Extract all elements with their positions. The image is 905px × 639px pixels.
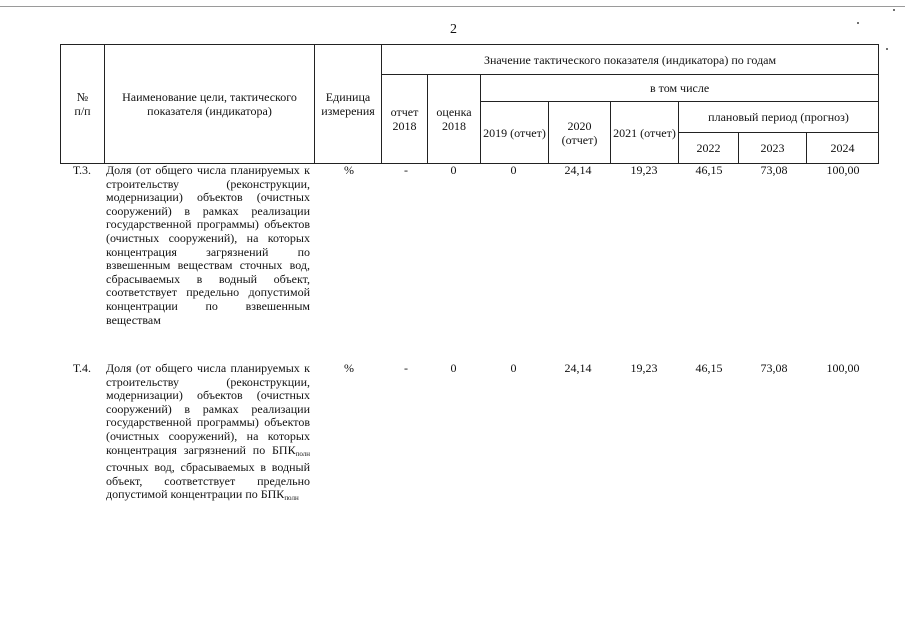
col-header-plan-period: плановый период (прогноз)	[679, 102, 879, 133]
col-header-2021: 2021 (отчет)	[611, 102, 679, 164]
row-code: Т.3.	[72, 163, 92, 177]
row-indicator-name-part2: сточных вод, сбрасываемых в водный объект, соответствует предельно допустимой концентрации по БПК	[106, 460, 310, 502]
row-2023: 73,08	[760, 163, 788, 177]
page-number: 2	[450, 22, 457, 37]
row-estimate-2018: 0	[450, 163, 457, 177]
col-header-values-by-year: Значение тактического показателя (индикатора) по годам	[382, 45, 879, 75]
scan-speck	[893, 9, 895, 11]
row-2024: 100,00	[826, 163, 860, 177]
page-top-rule	[0, 6, 905, 7]
row-unit: %	[344, 361, 354, 375]
row-2021: 19,23	[630, 361, 658, 375]
row-2020: 24,14	[564, 361, 592, 375]
row-2020: 24,14	[564, 163, 592, 177]
subscript: полн	[295, 449, 310, 458]
col-header-2023: 2023	[739, 133, 807, 164]
row-2019: 0	[510, 163, 517, 177]
subscript: полн	[284, 494, 299, 503]
col-header-number: № п/п	[61, 45, 105, 164]
col-header-report-2018: отчет 2018	[382, 75, 428, 164]
row-2024: 100,00	[826, 361, 860, 375]
row-2022: 46,15	[695, 163, 723, 177]
row-estimate-2018: 0	[450, 361, 457, 375]
row-2023: 73,08	[760, 361, 788, 375]
col-header-2019: 2019 (отчет)	[481, 102, 549, 164]
row-indicator-name	[106, 362, 310, 506]
row-code: Т.4.	[72, 361, 92, 375]
scan-speck	[886, 48, 888, 50]
col-header-including: в том числе	[481, 75, 879, 102]
col-header-2022: 2022	[679, 133, 739, 164]
row-2019: 0	[510, 361, 517, 375]
row-report-2018: -	[404, 361, 408, 375]
indicators-table-header	[60, 44, 879, 164]
col-header-2020: 2020 (отчет)	[549, 102, 611, 164]
row-2022: 46,15	[695, 361, 723, 375]
col-header-unit: Единица измерения	[315, 45, 382, 164]
row-report-2018: -	[404, 163, 408, 177]
row-2021: 19,23	[630, 163, 658, 177]
row-unit: %	[344, 163, 354, 177]
col-header-estimate-2018: оценка 2018	[428, 75, 481, 164]
row-indicator-name-part1: Доля (от общего числа планируемых к строительству (реконструкции, модернизации) объектов (очистных сооружений) в рамках реализации государственной программы) объектов (очистных сооружений), на которых концентрация загрязнений по БПК	[106, 361, 310, 457]
row-indicator-name: Доля (от общего числа планируемых к строительству (реконструкции, модернизации) объектов (очистных сооружений) в рамках реализации государственной программы) объектов (очистных сооружений), на которых концентрация загрязнений по взвешенным веществам сточных вод, сбрасываемых в водный объект, соответствует предельно допустимой концентрации по взвешенным веществам	[106, 163, 310, 327]
scan-speck	[857, 22, 859, 24]
col-header-name: Наименование цели, тактического показателя (индикатора)	[105, 45, 315, 164]
col-header-2024: 2024	[807, 133, 879, 164]
